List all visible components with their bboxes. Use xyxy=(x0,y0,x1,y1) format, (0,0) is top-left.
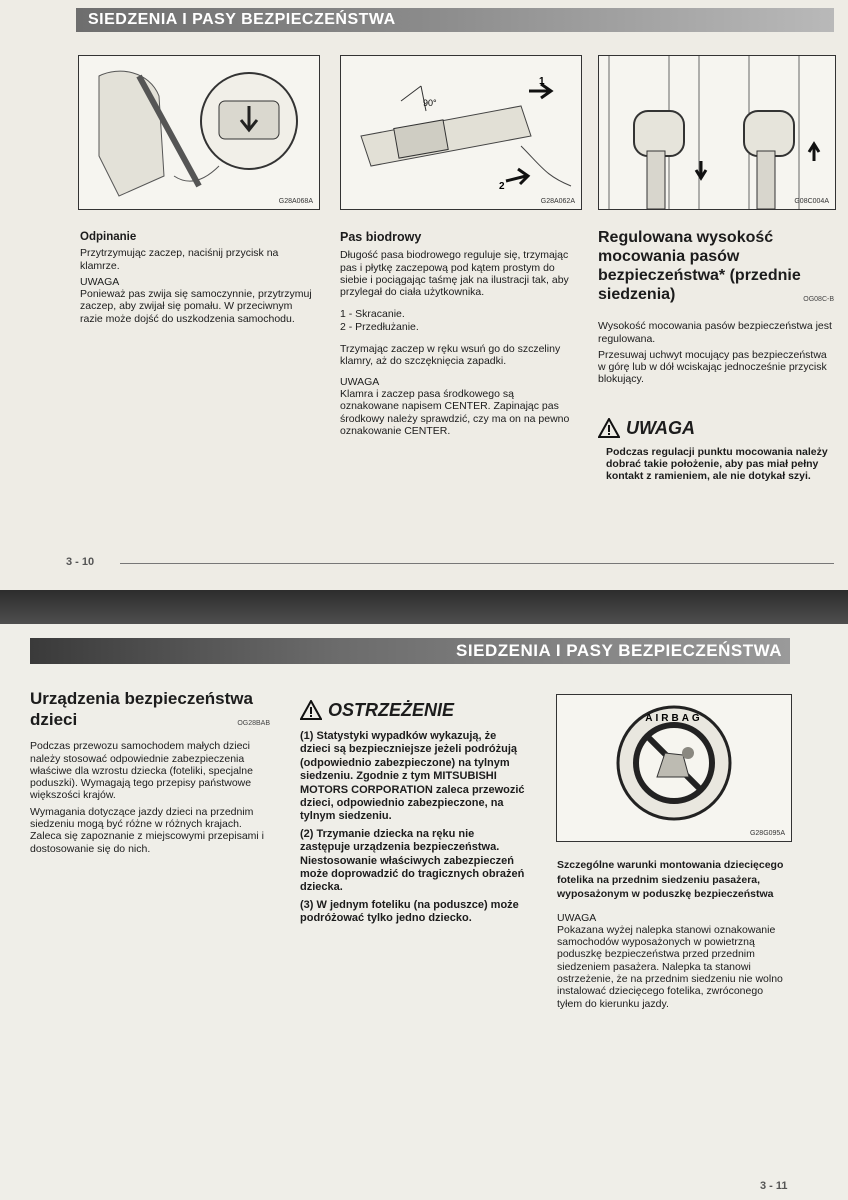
arrow-label-2: 2 xyxy=(499,181,505,192)
paragraph: Trzymając zaczep w ręku wsuń go do szczeliny klamry, aż do szczęknięcia zapadki. xyxy=(340,343,561,368)
list-item: 1 - Skracanie. xyxy=(340,308,405,321)
warning-title xyxy=(598,418,834,438)
section-heading: Regulowana wysokość mocowania pasów bezpieczeństwa* (przednie siedzenia) xyxy=(598,229,801,303)
page-edge-shadow xyxy=(0,590,848,624)
paragraph: Przesuwaj uchwyt mocujący pas bezpieczeństwa w górę lub w dół wciskając jednocześnie przycisk blokujący. xyxy=(598,348,827,386)
page2-col2 xyxy=(300,700,526,930)
arrow-label-1: 1 xyxy=(539,76,545,87)
warning-text: Podczas regulacji punktu mocowania należy dobrać takie położenie, aby pas miał pełny kontakt z ramieniem, ale nie dotykał szyi. xyxy=(606,445,828,483)
note-text: Klamra i zaczep pasa środkowego są oznakowane napisem CENTER. Zapinając pas środkowy należy sprawdzić, czy ma on na pewno oznakowanie CENTER. xyxy=(340,387,570,437)
paragraph: Wymagania dotyczące jazdy dzieci na przednim siedzeniu mogą być różne w różnych krajach. Zaleca się zapoznanie z miejscowymi przepisami i dostosowanie się do nich. xyxy=(30,805,265,855)
figure-lap-belt xyxy=(340,55,582,210)
page1-col1 xyxy=(80,231,316,329)
page1-col3 xyxy=(598,228,834,487)
warning-title-text: UWAGA xyxy=(626,417,695,438)
note-text: Ponieważ pas zwija się samoczynnie, przytrzymuj zaczep, aby zwijał się pomału. W przeciwnym razie może dojść do uszkodzenia samochodu. xyxy=(80,288,312,325)
page1-col2 xyxy=(340,231,574,441)
warning-item: (2) Trzymanie dziecka na ręku nie zastępuje urządzenia bezpieczeństwa. Niestosowanie właściwych zabezpieczeń może doprowadzić do tragicznych obrażeń dziecka. xyxy=(300,827,525,894)
airbag-warning-sticker xyxy=(557,695,791,841)
warning-title-text: OSTRZEŻENIE xyxy=(328,699,455,720)
warning-title xyxy=(300,700,526,720)
figure-code: G08C004A xyxy=(794,198,829,205)
figure-code: G28A068A xyxy=(278,198,313,205)
section-code: OG08C-B xyxy=(803,296,834,303)
paragraph: Przytrzymując zaczep, naciśnij przycisk na klamrze. xyxy=(80,247,279,272)
unbuckle-illustration xyxy=(79,56,319,209)
section-heading: Urządzenia bezpieczeństwa dzieci xyxy=(30,689,253,729)
paragraph: Długość pasa biodrowego reguluje się, trzymając pas i płytkę zaczepową pod kątem prostym do siebie i pociągając taśmę jak na ilustracji tak, aby przylegał do ciała użytkownika. xyxy=(340,249,569,299)
section-heading: Odpinanie xyxy=(80,231,137,243)
note-label: UWAGA xyxy=(80,275,120,288)
section-heading: Pas biodrowy xyxy=(340,230,422,244)
warning-item: (3) W jednym foteliku (na poduszce) może podróżować tylko jedno dziecko. xyxy=(300,898,519,925)
section-heading: Szczególne warunki montowania dziecięcego fotelika na przednim siedzeniu pasażera, wyposażonym w poduszkę bezpieczeństwa xyxy=(557,859,784,900)
figure-unbuckle xyxy=(78,55,320,210)
page-number: 3 - 11 xyxy=(760,1180,788,1192)
footer-rule xyxy=(120,563,834,564)
page2-section-header: SIEDZENIA I PASY BEZPIECZEŃSTWA xyxy=(30,638,790,664)
angle-label: 90° xyxy=(423,98,437,108)
figure-airbag-label xyxy=(556,694,792,842)
figure-height-adjust xyxy=(598,55,836,210)
warning-item: (1) Statystyki wypadków wykazują, że dzieci są bezpieczniejsze jeżeli podróżują (odpowiednio zabezpieczone) na tylnym siedzeniu. Zgodnie z tym MITSUBISHI MOTORS CORPORATION zaleca przewozić dzieci, odpowiednio zabezpieczone, na tylnym siedzeniu. xyxy=(300,730,525,823)
note-label: UWAGA xyxy=(557,911,597,924)
lap-belt-illustration xyxy=(341,56,581,209)
page-number: 3 - 10 xyxy=(66,556,95,568)
airbag-label: AIRBAG xyxy=(645,713,703,724)
figure-code: G28G095A xyxy=(749,830,785,837)
warning-triangle-icon xyxy=(300,700,322,720)
warning-triangle-icon xyxy=(598,418,620,438)
list-item: 2 - Przedłużanie. xyxy=(340,320,419,333)
paragraph: Podczas przewozu samochodem małych dzieci należy stosować odpowiednie zabezpieczenia właściwe dla wzrostu dziecka (foteliki, specjalne poduszki). Wymagają tego przepisy państwowe większości krajów. xyxy=(30,740,253,802)
page2-col3 xyxy=(557,858,789,1014)
page1-section-header: SIEDZENIA I PASY BEZPIECZEŃSTWA xyxy=(76,8,834,32)
page2-col1 xyxy=(30,688,270,859)
note-text: Pokazana wyżej nalepka stanowi oznakowanie samochodów wyposażonych w powietrzną poduszkę bezpieczeństwa przed przednim siedzeniem pasażera. Nalepka ta stanowi ostrzeżenie, że na przednim siedzeniu nie wolno instalować dziecięcego fotelika, zwróconego tyłem do kierunku jazdy. xyxy=(557,923,783,1010)
note-label: UWAGA xyxy=(340,375,380,388)
paragraph: Wysokość mocowania pasów bezpieczeństwa jest regulowana. xyxy=(598,320,832,345)
figure-code: G28A062A xyxy=(540,198,575,205)
height-adjust-illustration xyxy=(599,56,835,209)
section-code: OG28BAB xyxy=(237,720,270,727)
